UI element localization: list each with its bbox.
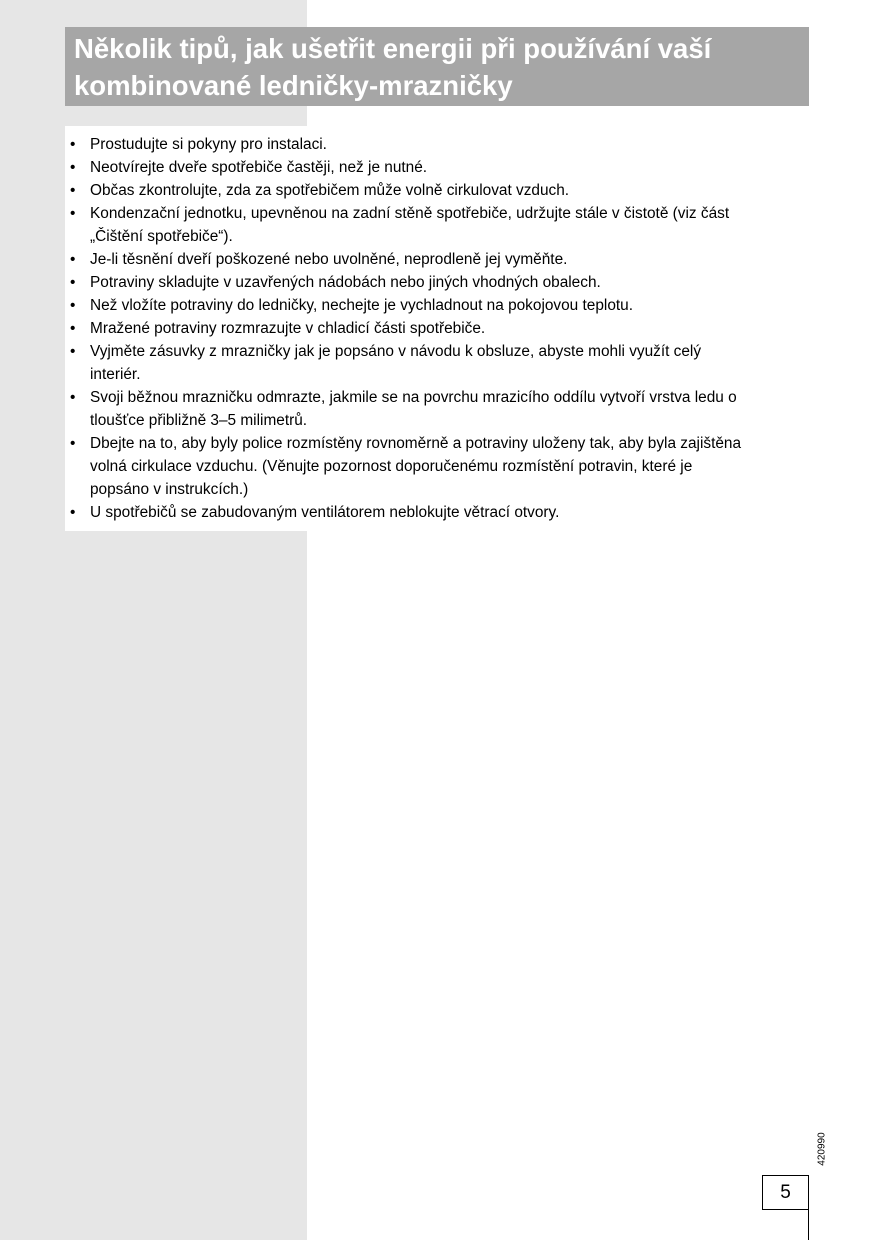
bullet-icon: • (70, 182, 76, 199)
tip-item (70, 179, 805, 202)
tip-text: volná cirkulace vzduchu. (Věnujte pozornost doporučenému rozmístění potravin, které je (90, 458, 693, 475)
bullet-icon: • (70, 343, 76, 360)
page-title-line-2: kombinované ledničky-mrazničky (74, 70, 513, 101)
tip-text: tloušťce přibližně 3–5 milimetrů. (90, 412, 308, 429)
bullet-icon: • (70, 251, 76, 268)
page-number: 5 (762, 1175, 809, 1210)
title-bar (65, 27, 809, 106)
tip-text: Je-li těsnění dveří poškozené nebo uvolněné, neprodleně jej vyměňte. (90, 251, 568, 268)
tip-text: Kondenzační jednotku, upevněnou na zadní stěně spotřebiče, udržujte stále v čistotě (viz část (90, 205, 730, 222)
tip-text: Prostudujte si pokyny pro instalaci. (90, 136, 327, 153)
tip-item (70, 248, 805, 271)
bullet-icon: • (70, 159, 76, 176)
tip-item (70, 501, 805, 524)
tip-item (70, 202, 805, 248)
tip-item (70, 271, 805, 294)
tip-item (70, 294, 805, 317)
tip-text: Neotvírejte dveře spotřebiče častěji, než je nutné. (90, 159, 428, 176)
tip-text: Potraviny skladujte v uzavřených nádobách nebo jiných vhodných obalech. (90, 274, 601, 291)
bullet-icon: • (70, 205, 76, 222)
tip-text: Občas zkontrolujte, zda za spotřebičem může volně cirkulovat vzduch. (90, 182, 570, 199)
page-number-rule (808, 1210, 809, 1240)
tip-text: Než vložíte potraviny do ledničky, nechejte je vychladnout na pokojovou teplotu. (90, 297, 633, 314)
bullet-icon: • (70, 320, 76, 337)
tip-item (70, 340, 805, 386)
tip-item (70, 432, 805, 501)
document-code (813, 1131, 831, 1167)
tip-text: U spotřebičů se zabudovaným ventilátorem neblokujte větrací otvory. (90, 504, 560, 521)
tip-text: Vyjměte zásuvky z mrazničky jak je popsáno v návodu k obsluze, abyste mohli využít celý (90, 343, 702, 360)
tip-text: Mražené potraviny rozmrazujte v chladicí části spotřebiče. (90, 320, 486, 337)
tips-list (70, 133, 805, 524)
tip-item (70, 386, 805, 432)
bullet-icon: • (70, 389, 76, 406)
tip-item (70, 156, 805, 179)
tip-text: „Čištění spotřebiče“). (90, 228, 233, 245)
tip-item (70, 133, 805, 156)
bullet-icon: • (70, 297, 76, 314)
bullet-icon: • (70, 435, 76, 452)
page-title (74, 30, 799, 104)
document-code-text: 420990 (816, 1132, 828, 1166)
tip-text: Svoji běžnou mrazničku odmrazte, jakmile se na povrchu mrazicího oddílu vytvoří vrstva ledu o (90, 389, 737, 406)
tip-text: popsáno v instrukcích.) (90, 481, 249, 498)
bullet-icon: • (70, 504, 76, 521)
page-title-line-1: Několik tipů, jak ušetřit energii při používání vaší (74, 33, 712, 64)
bullet-icon: • (70, 274, 76, 291)
tip-text: Dbejte na to, aby byly police rozmístěny rovnoměrně a potraviny uloženy tak, aby byla zajištěna (90, 435, 742, 452)
bullet-icon: • (70, 136, 76, 153)
tip-text: interiér. (90, 366, 141, 383)
tip-item (70, 317, 805, 340)
